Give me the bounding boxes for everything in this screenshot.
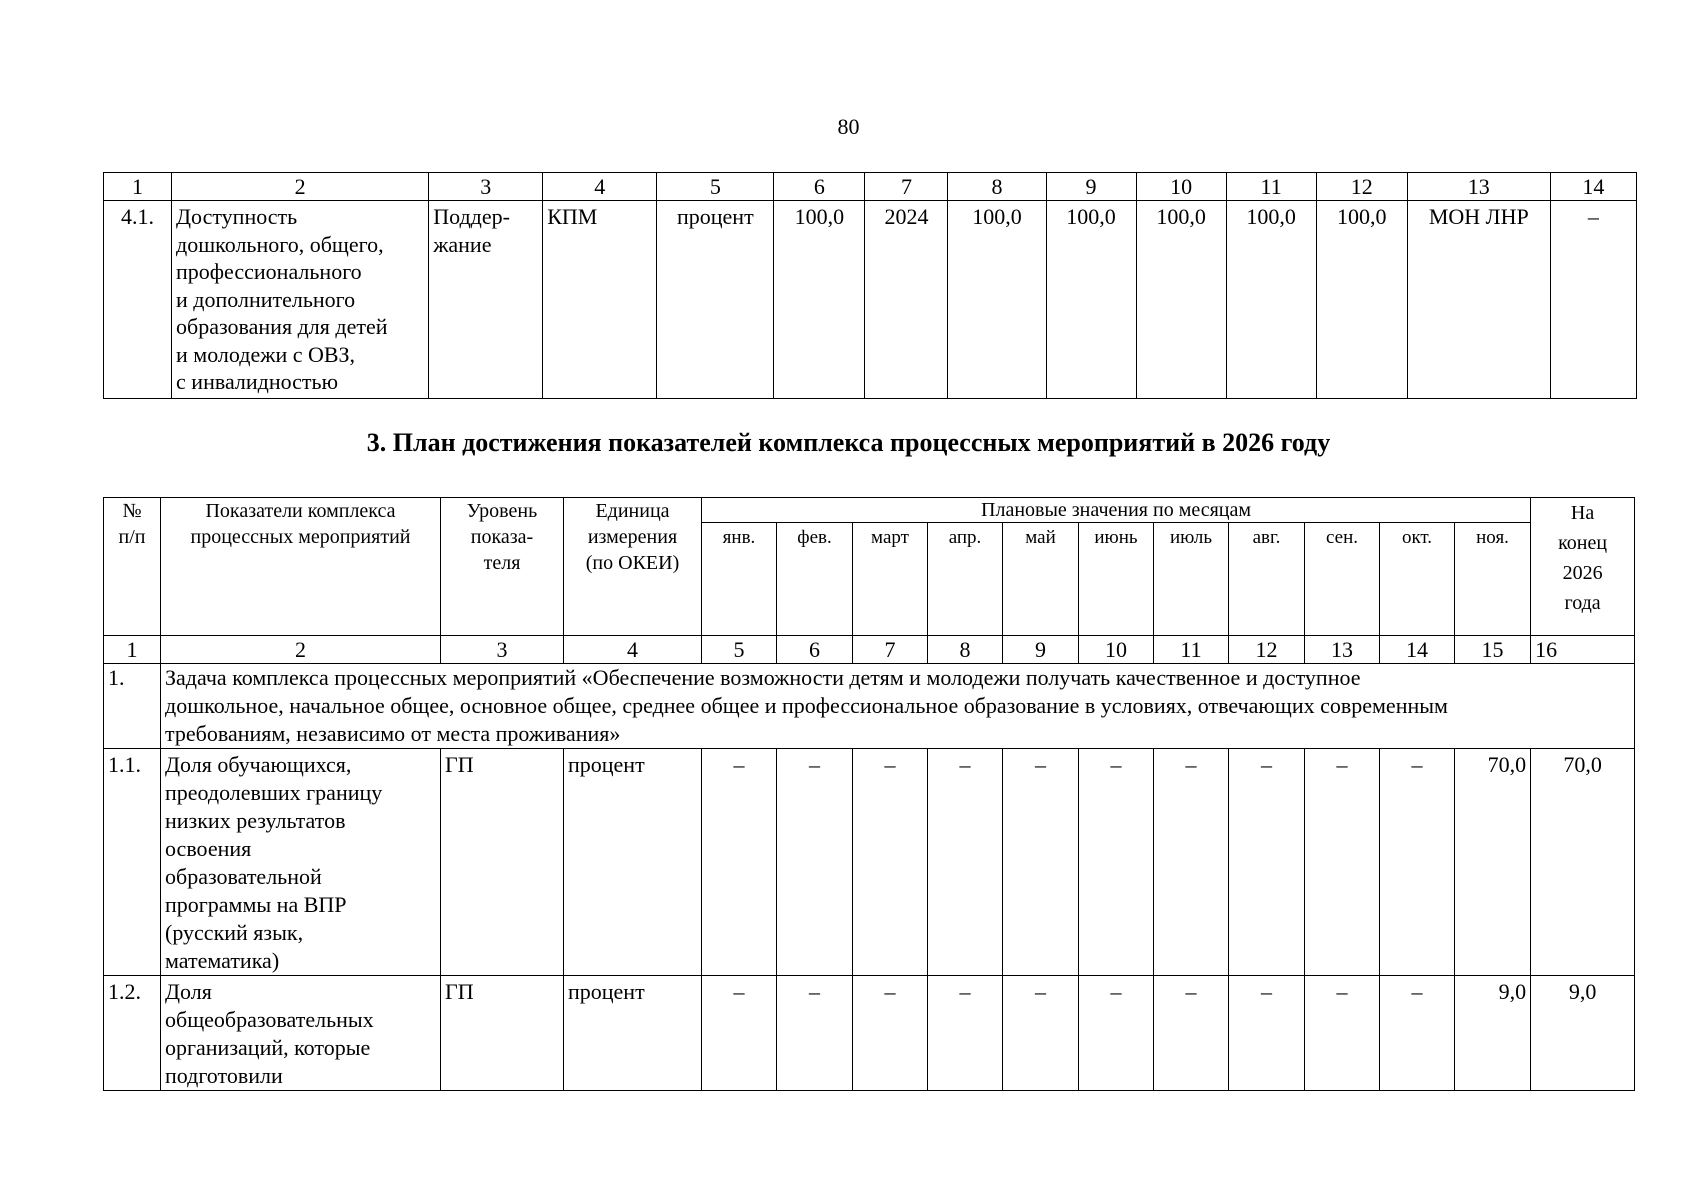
month-value: – bbox=[1380, 749, 1455, 976]
column-number: 10 bbox=[1079, 636, 1154, 664]
month-value: – bbox=[928, 976, 1003, 1091]
column-number: 12 bbox=[1316, 173, 1407, 201]
header-indicators: Показатели комплекса процессных мероприятий bbox=[161, 498, 441, 636]
base-value: 100,0 bbox=[774, 201, 865, 399]
column-number: 16 bbox=[1531, 636, 1635, 664]
header-unit: Единица измерения (по ОКЕИ) bbox=[564, 498, 702, 636]
unit: процент bbox=[564, 976, 702, 1091]
month-value: – bbox=[1154, 749, 1229, 976]
header-row bbox=[104, 498, 1635, 523]
header-month: авг. bbox=[1229, 523, 1305, 636]
header-no: № п/п bbox=[104, 498, 161, 636]
column-number: 7 bbox=[853, 636, 928, 664]
column-number: 1 bbox=[104, 173, 172, 201]
end-of-year-value: 70,0 bbox=[1531, 749, 1635, 976]
month-value: – bbox=[777, 976, 853, 1091]
column-number: 14 bbox=[1550, 173, 1636, 201]
value-cell: 100,0 bbox=[1046, 201, 1136, 399]
month-value: 9,0 bbox=[1455, 976, 1531, 1091]
header-month: март bbox=[853, 523, 928, 636]
header-level: Уровень показа- теля bbox=[441, 498, 564, 636]
plan-table bbox=[103, 497, 1635, 1091]
note: – bbox=[1550, 201, 1636, 399]
column-number: 2 bbox=[161, 636, 441, 664]
month-value: – bbox=[1380, 976, 1455, 1091]
header-end-of-year: На конец 2026 года bbox=[1531, 498, 1635, 636]
indicator-name: Доля общеобразовательных организаций, которые подготовили bbox=[161, 976, 441, 1091]
end-of-year-value: 9,0 bbox=[1531, 976, 1635, 1091]
month-value: – bbox=[777, 749, 853, 976]
column-number: 13 bbox=[1305, 636, 1380, 664]
column-number: 2 bbox=[172, 173, 429, 201]
column-number: 3 bbox=[429, 173, 543, 201]
column-number: 5 bbox=[702, 636, 777, 664]
indicators-table-continuation bbox=[103, 172, 1637, 399]
month-value: 70,0 bbox=[1455, 749, 1531, 976]
header-month: окт. bbox=[1380, 523, 1455, 636]
header-month: фев. bbox=[777, 523, 853, 636]
column-number: 13 bbox=[1407, 173, 1550, 201]
responsible: МОН ЛНР bbox=[1407, 201, 1550, 399]
table-row bbox=[104, 749, 1635, 976]
table-row bbox=[104, 976, 1635, 1091]
column-number: 6 bbox=[774, 173, 865, 201]
month-value: – bbox=[1305, 976, 1380, 1091]
page-number: 80 bbox=[837, 114, 860, 139]
task-number: 1. bbox=[104, 664, 161, 749]
month-value: – bbox=[853, 749, 928, 976]
column-number: 6 bbox=[777, 636, 853, 664]
header-month: янв. bbox=[702, 523, 777, 636]
header-month: сен. bbox=[1305, 523, 1380, 636]
month-value: – bbox=[853, 976, 928, 1091]
base-year: 2024 bbox=[865, 201, 948, 399]
column-number-row bbox=[104, 173, 1637, 201]
column-number: 4 bbox=[543, 173, 657, 201]
value-cell: 100,0 bbox=[1136, 201, 1226, 399]
value-cell: 100,0 bbox=[948, 201, 1046, 399]
month-value: – bbox=[1003, 749, 1079, 976]
column-number-row bbox=[104, 636, 1635, 664]
row-number: 4.1. bbox=[104, 201, 172, 399]
column-number: 11 bbox=[1226, 173, 1316, 201]
table-row bbox=[104, 201, 1637, 399]
month-value: – bbox=[1003, 976, 1079, 1091]
column-number: 8 bbox=[948, 173, 1046, 201]
header-month: июль bbox=[1154, 523, 1229, 636]
value-cell: 100,0 bbox=[1316, 201, 1407, 399]
value-cell: 100,0 bbox=[1226, 201, 1316, 399]
unit: процент bbox=[564, 749, 702, 976]
row-number: 1.2. bbox=[104, 976, 161, 1091]
month-value: – bbox=[1079, 749, 1154, 976]
column-number: 15 bbox=[1455, 636, 1531, 664]
column-number: 1 bbox=[104, 636, 161, 664]
row-number: 1.1. bbox=[104, 749, 161, 976]
task-row bbox=[104, 664, 1635, 749]
column-number: 12 bbox=[1229, 636, 1305, 664]
column-number: 14 bbox=[1380, 636, 1455, 664]
month-value: – bbox=[702, 976, 777, 1091]
column-number: 10 bbox=[1136, 173, 1226, 201]
column-number: 11 bbox=[1154, 636, 1229, 664]
column-number: 4 bbox=[564, 636, 702, 664]
column-number: 8 bbox=[928, 636, 1003, 664]
header-month: июнь bbox=[1079, 523, 1154, 636]
month-value: – bbox=[1305, 749, 1380, 976]
indicator-level: ГП bbox=[441, 749, 564, 976]
unit: процент bbox=[657, 201, 774, 399]
task-text: Задача комплекса процессных мероприятий «Обеспечение возможности детям и молодежи получать качественное и доступное дошкольное, начальное общее, основное общее, среднее общее и профессиональное образование в условиях, отвечающих современным требованиям, независимо от места проживания» bbox=[161, 664, 1635, 749]
month-value: – bbox=[1229, 976, 1305, 1091]
month-value: – bbox=[702, 749, 777, 976]
direction: Поддер- жание bbox=[429, 201, 543, 399]
header-month: май bbox=[1003, 523, 1079, 636]
header-month: ноя. bbox=[1455, 523, 1531, 636]
column-number: 5 bbox=[657, 173, 774, 201]
indicator-name: Доля обучающихся, преодолевших границу низких результатов освоения образовательной программы на ВПР (русский язык, математика) bbox=[161, 749, 441, 976]
column-number: 7 bbox=[865, 173, 948, 201]
indicator-level: ГП bbox=[441, 976, 564, 1091]
column-number: 9 bbox=[1003, 636, 1079, 664]
month-value: – bbox=[1154, 976, 1229, 1091]
indicator-level: КПМ bbox=[543, 201, 657, 399]
month-value: – bbox=[1229, 749, 1305, 976]
header-monthly: Плановые значения по месяцам bbox=[702, 498, 1531, 523]
indicator-name: Доступность дошкольного, общего, профессионального и дополнительного образования для детей и молодежи с ОВЗ, с инвалидностью bbox=[172, 201, 429, 399]
month-value: – bbox=[928, 749, 1003, 976]
header-month: апр. bbox=[928, 523, 1003, 636]
section-title: 3. План достижения показателей комплекса процессных мероприятий в 2026 году bbox=[366, 428, 1331, 457]
month-value: – bbox=[1079, 976, 1154, 1091]
column-number: 3 bbox=[441, 636, 564, 664]
column-number: 9 bbox=[1046, 173, 1136, 201]
